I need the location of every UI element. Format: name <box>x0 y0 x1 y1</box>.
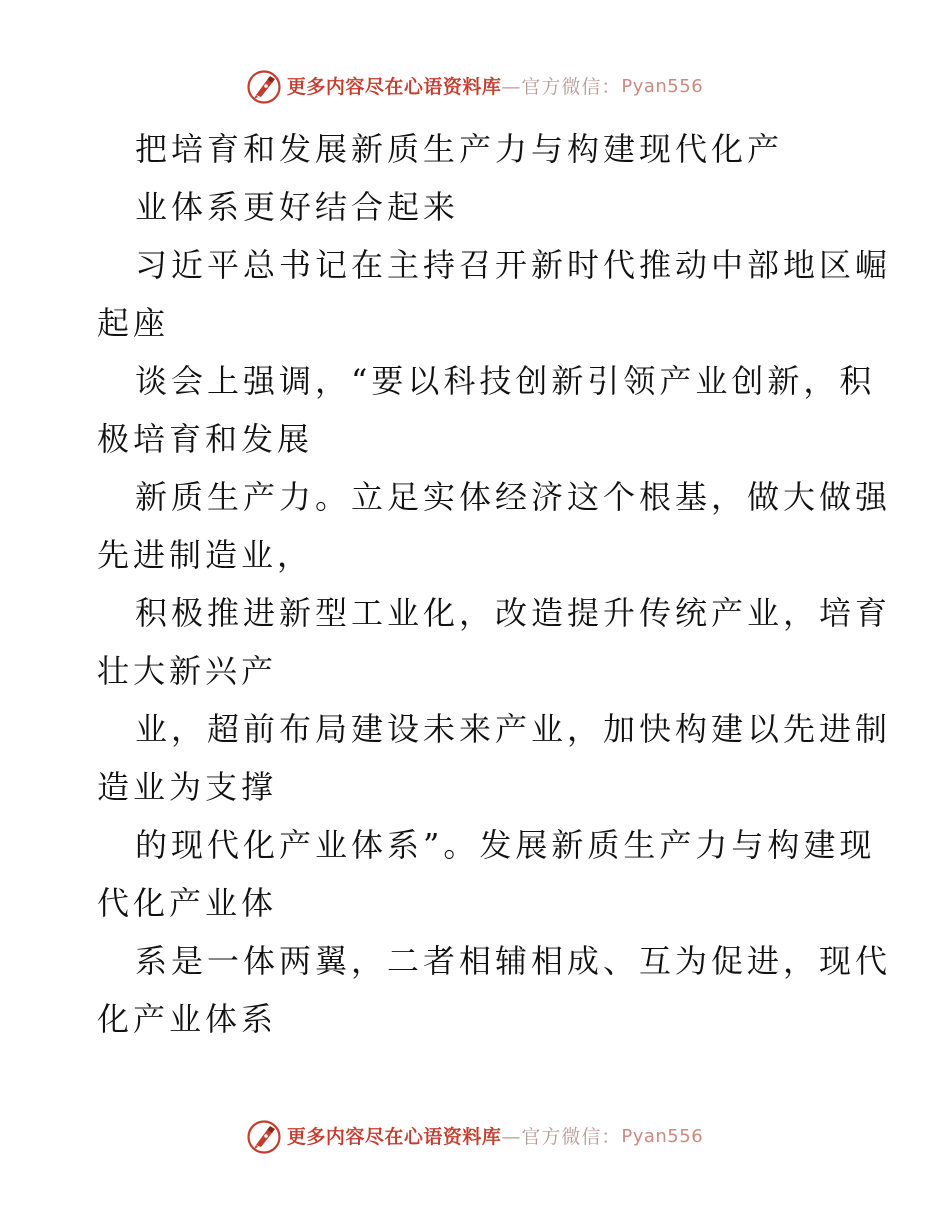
body-line: 业，超前布局建设未来产业，加快构建以先进制 <box>135 710 892 748</box>
pen-nib-logo-icon <box>247 70 281 104</box>
body-line: 化产业体系 <box>97 1000 278 1038</box>
body-line: 代化产业体 <box>97 884 278 922</box>
watermark-main-text: 更多内容尽在心语资料库 <box>286 1126 502 1148</box>
watermark-wechat-id: Pyan556 <box>621 1126 704 1147</box>
title-line: 业体系更好结合起来 <box>135 188 460 226</box>
body-line: 造业为支撑 <box>97 768 278 806</box>
body-line: 极培育和发展 <box>97 420 314 458</box>
watermark-sub-text: —官方微信： <box>501 1126 622 1148</box>
body-line: 的现代化产业体系”。发展新质生产力与构建现 <box>135 826 876 864</box>
watermark-sub-text: —官方微信： <box>501 76 622 98</box>
body-line: 谈会上强调，“要以科技创新引领产业创新，积 <box>135 362 876 400</box>
title-line: 把培育和发展新质生产力与构建现代化产 <box>135 130 784 168</box>
body-line: 起座 <box>97 304 170 342</box>
watermark-main-text: 更多内容尽在心语资料库 <box>286 76 502 98</box>
body-line: 系是一体两翼，二者相辅相成、互为促进，现代 <box>135 942 892 980</box>
body-line: 新质生产力。立足实体经济这个根基，做大做强 <box>135 478 892 516</box>
pen-nib-logo-icon <box>247 1120 281 1154</box>
body-line: 积极推进新型工业化，改造提升传统产业，培育 <box>135 594 892 632</box>
watermark-wechat-id: Pyan556 <box>621 76 704 97</box>
footer-watermark <box>0 1120 950 1154</box>
document-body <box>97 120 892 1048</box>
body-line: 先进制造业， <box>97 536 314 574</box>
header-watermark <box>0 70 950 104</box>
body-line: 习近平总书记在主持召开新时代推动中部地区崛 <box>135 246 892 284</box>
body-line: 壮大新兴产 <box>97 652 278 690</box>
